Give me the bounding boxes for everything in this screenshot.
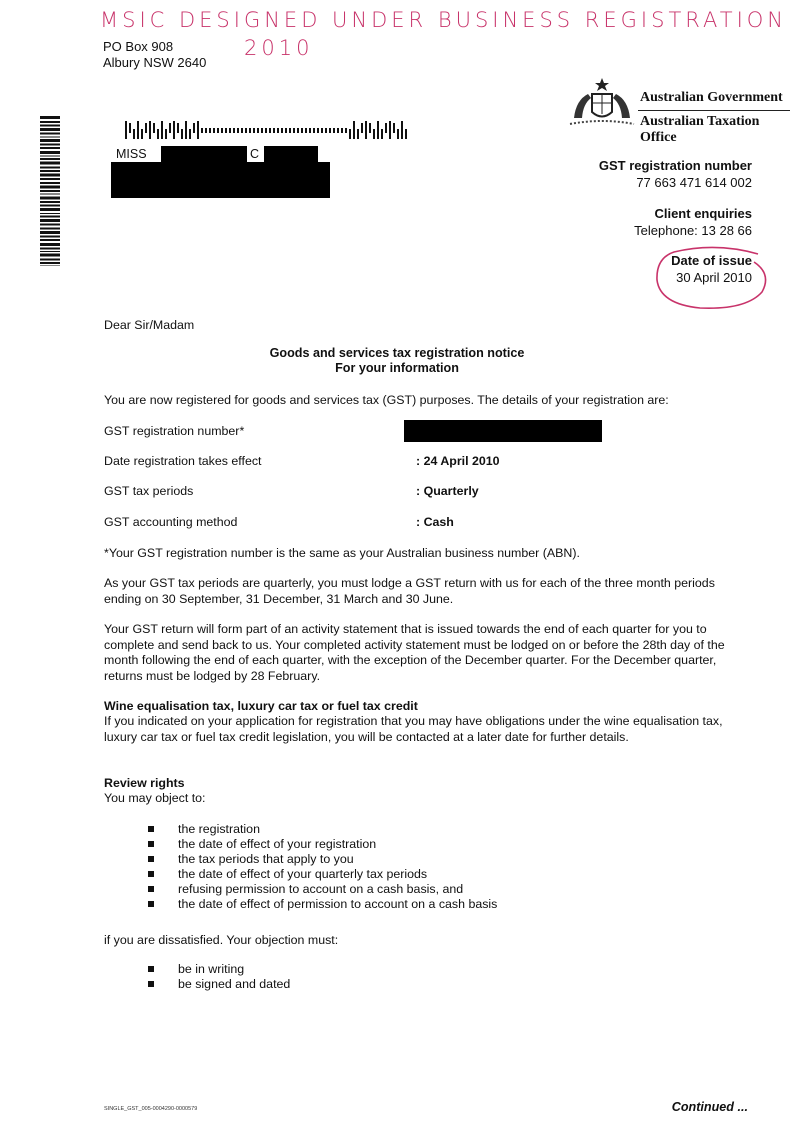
list-item: the date of effect of your quarterly tax periods — [148, 867, 497, 882]
date-of-issue-label: Date of issue — [671, 253, 752, 268]
redaction-block — [264, 146, 318, 162]
agency-name-line2: Australian Taxation Office — [640, 114, 760, 145]
return-address-line1: PO Box 908 — [103, 39, 174, 54]
return-address — [103, 39, 206, 71]
notice-title: Goods and services tax registration notice — [269, 346, 525, 360]
quarterly-paragraph: As your GST tax periods are quarterly, you must lodge a GST return with us for each of the three month periods ending on 30 September, 31 December, 31 March and 30 June. — [104, 576, 715, 606]
objection-requirements-list — [148, 962, 290, 992]
dissatisfied-text: if you are dissatisfied. Your objection must: — [104, 933, 339, 947]
detail-value: : Cash — [416, 515, 454, 529]
handwritten-note-line1: MSIC DESIGNED UNDER BUSINESS REGISTRATION — [100, 8, 788, 32]
salutation: Dear Sir/Madam — [104, 318, 195, 332]
intro-paragraph: You are now registered for goods and services tax (GST) purposes. The details of your registration are: — [104, 393, 669, 407]
list-item: the tax periods that apply to you — [148, 852, 497, 867]
abn-note: *Your GST registration number is the same as your Australian business number (ABN). — [104, 546, 580, 560]
review-rights-intro: You may object to: — [104, 791, 206, 805]
coat-of-arms-icon — [566, 76, 638, 134]
recipient-initial: C — [250, 147, 260, 161]
list-item: the registration — [148, 822, 497, 837]
return-address-line2: Albury NSW 2640 — [103, 55, 207, 70]
recipient-title: MISS — [116, 147, 147, 161]
list-item: be signed and dated — [148, 977, 290, 992]
list-item: the date of effect of permission to account on a cash basis — [148, 897, 497, 912]
handwritten-note-line2: 2010 — [244, 36, 314, 60]
notice-title-block — [0, 346, 794, 376]
gst-number-value: 77 663 471 614 002 — [636, 175, 752, 190]
redaction-block — [161, 146, 247, 162]
client-enquiries-value: Telephone: 13 28 66 — [634, 223, 752, 238]
wine-tax-heading: Wine equalisation tax, luxury car tax or fuel tax credit — [104, 699, 418, 713]
wine-tax-paragraph: If you indicated on your application for registration that you may have obligations under the wine equalisation tax, luxury car tax or fuel tax credit legislation, you will be contacted at a later date for further details. — [104, 714, 723, 744]
gst-number-block — [599, 157, 752, 191]
detail-value: : 24 April 2010 — [416, 454, 500, 468]
detail-label: GST accounting method — [104, 515, 238, 529]
redaction-block — [111, 162, 330, 198]
footer-code: SINGLE_GST_005-0004290-0000579 — [104, 1106, 198, 1112]
detail-label: Date registration takes effect — [104, 454, 262, 468]
detail-label: GST tax periods — [104, 484, 194, 498]
review-rights-list — [148, 822, 497, 912]
postal-barcode — [125, 121, 410, 146]
list-item: the date of effect of your registration — [148, 837, 497, 852]
list-item: be in writing — [148, 962, 290, 977]
gst-number-label: GST registration number — [598, 158, 752, 173]
side-barcode — [40, 116, 60, 266]
activity-statement-paragraph: Your GST return will form part of an activity statement that is issued towards the end of each quarter for you to complete and send back to us. Your completed activity statement must be lodged on or before the 28th day of the month following the end of each quarter, with the exception of the December quarter. For the December quarter, returns must be lodged by 28 February. — [104, 622, 725, 683]
client-enquiries-label: Client enquiries — [654, 206, 752, 221]
review-rights-heading: Review rights — [104, 776, 185, 790]
list-item: refusing permission to account on a cash basis, and — [148, 882, 497, 897]
client-enquiries-block — [634, 205, 752, 239]
detail-value: : Quarterly — [416, 484, 479, 498]
agency-divider — [638, 110, 790, 111]
date-of-issue-value: 30 April 2010 — [676, 270, 752, 285]
continued-label: Continued ... — [671, 1100, 748, 1114]
agency-name-line1: Australian Government — [640, 90, 783, 105]
detail-label: GST registration number* — [104, 424, 245, 438]
notice-subtitle: For your information — [335, 361, 459, 375]
redaction-block — [404, 420, 602, 442]
handwritten-circle — [654, 244, 770, 319]
